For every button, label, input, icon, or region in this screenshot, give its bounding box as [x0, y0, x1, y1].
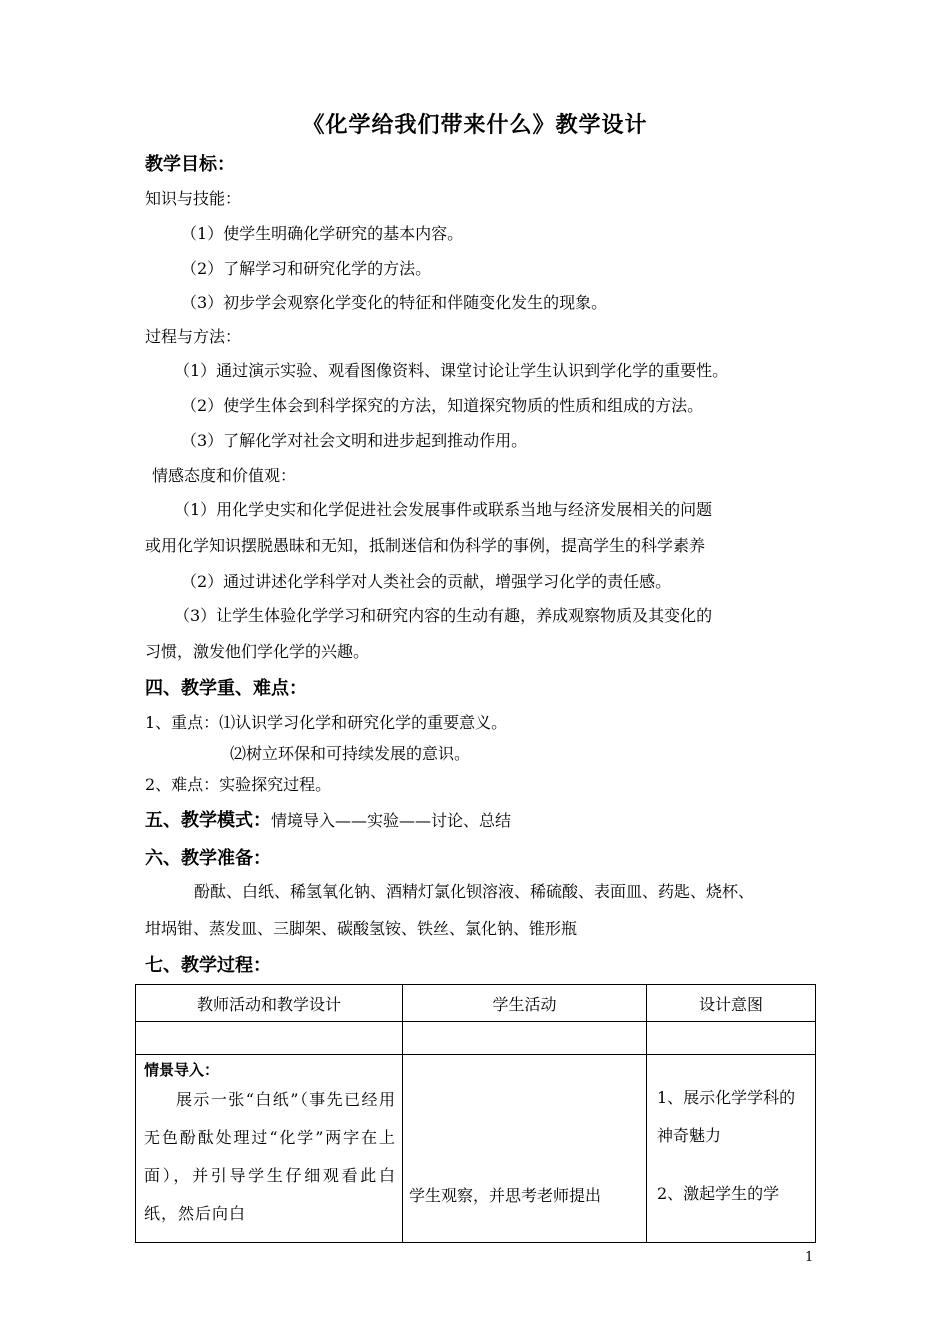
materials-line-1: 酚酞、白纸、稀氢氧化钠、酒精灯氯化钡溶液、稀硫酸、表面皿、药匙、烧杯、: [194, 882, 755, 901]
teaching-process-table: [135, 984, 815, 1243]
key-point-2: ⑵树立环保和可持续发展的意识。: [230, 744, 471, 763]
teacher-activity-cell: [136, 1055, 403, 1243]
process-item-3: （3）了解化学对社会文明和进步起到推动作用。: [181, 431, 528, 450]
design-intent-1: 1、展示化学学科的神奇魅力: [657, 1088, 796, 1145]
header-design-intent: 设计意图: [647, 985, 816, 1022]
key-point-1: 1、重点：⑴认识学习化学和研究化学的重要意义。: [145, 713, 508, 732]
knowledge-heading: 知识与技能：: [145, 189, 242, 208]
table-row: [136, 1055, 816, 1243]
empty-cell: [136, 1022, 403, 1055]
knowledge-item-1: （1）使学生明确化学研究的基本内容。: [181, 224, 464, 243]
design-intent-cell: [647, 1055, 816, 1243]
process-heading: 过程与方法：: [145, 327, 242, 346]
header-teacher-activity: 教师活动和教学设计: [136, 985, 403, 1022]
scenario-intro-heading: 情景导入：: [144, 1061, 220, 1079]
difficulty-point: 2、难点：实验探究过程。: [145, 775, 332, 794]
emotion-item-1-line-2: 或用化学知识摆脱愚昧和无知，抵制迷信和伪科学的事例，提高学生的科学素养: [145, 536, 706, 555]
teacher-activity-text: 展示一张“白纸”（事先已经用无色酚酞处理过“化学”两字在上面），并引导学生仔细观看此白纸，然后向白: [144, 1090, 396, 1223]
materials-line-2: 坩埚钳、蒸发皿、三脚架、碳酸氢铵、铁丝、氯化钠、锥形瓶: [145, 919, 578, 938]
empty-cell: [403, 1022, 647, 1055]
section-4-heading: 四、教学重、难点：: [145, 678, 307, 699]
student-activity-text: 学生观察，并思考老师提出: [409, 1186, 602, 1205]
emotion-item-2: （2）通过讲述化学科学对人类社会的贡献，增强学习化学的责任感。: [181, 572, 672, 591]
emotion-item-3-line-1: （3）让学生体验化学学习和研究内容的生动有趣，养成观察物质及其变化的: [174, 606, 713, 625]
section-5-content: 情境导入——实验——讨论、总结: [271, 811, 512, 830]
document-title: 《化学给我们带来什么》教学设计: [302, 112, 648, 138]
process-item-1: （1）通过演示实验、观看图像资料、课堂讨论让学生认识到学化学的重要性。: [174, 361, 729, 380]
header-student-activity: 学生活动: [403, 985, 647, 1022]
section-5-line: [145, 806, 511, 832]
student-activity-cell: [403, 1055, 647, 1243]
section-7-heading: 七、教学过程：: [145, 955, 271, 976]
objectives-heading: 教学目标：: [145, 154, 235, 175]
knowledge-item-2: （2）了解学习和研究化学的方法。: [181, 259, 432, 278]
section-6-heading: 六、教学准备：: [145, 848, 271, 869]
page-number: 1: [805, 1250, 814, 1265]
design-intent-2: 2、激起学生的学: [657, 1184, 780, 1203]
table-header-row: [136, 985, 816, 1022]
table-empty-row: [136, 1022, 816, 1055]
emotion-item-3-line-2: 习惯，激发他们学化学的兴趣。: [145, 642, 370, 661]
emotion-heading: 情感态度和价值观：: [152, 466, 297, 485]
knowledge-item-3: （3）初步学会观察化学变化的特征和伴随变化发生的现象。: [181, 293, 608, 312]
section-5-heading: 五、教学模式：: [145, 810, 271, 831]
emotion-item-1-line-1: （1）用化学史实和化学促进社会发展事件或联系当地与经济发展相关的问题: [174, 500, 713, 519]
empty-cell: [647, 1022, 816, 1055]
process-item-2: （2）使学生体会到科学探究的方法，知道探究物质的性质和组成的方法。: [181, 396, 704, 415]
